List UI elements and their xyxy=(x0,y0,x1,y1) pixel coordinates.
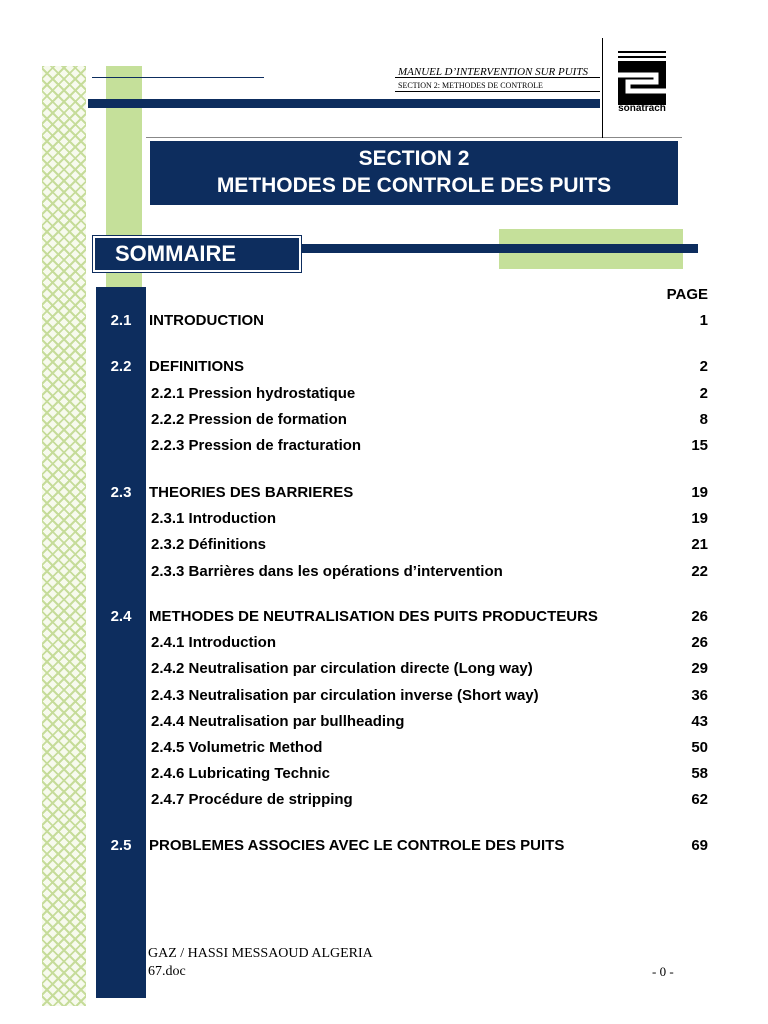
sommaire-heading: SOMMAIRE xyxy=(93,236,301,272)
toc-entry-label: DEFINITIONS xyxy=(149,358,245,375)
toc-entry-page: 1 xyxy=(699,312,708,329)
sommaire-navy-bar xyxy=(301,244,698,253)
page-column-header: PAGE xyxy=(666,286,708,303)
footer-location: GAZ / HASSI MESSAOUD ALGERIA xyxy=(148,946,373,961)
toc-entry xyxy=(0,791,768,813)
toc-entry-page: 19 xyxy=(691,484,708,501)
toc-entry-label: 2.3.3 Barrières dans les opérations d’intervention xyxy=(151,563,503,580)
toc-entry-label: 2.3.2 Définitions xyxy=(151,536,267,553)
section-title-box xyxy=(150,141,678,205)
toc-entry-label: 2.2.2 Pression de formation xyxy=(151,411,347,428)
toc-entry-page: 22 xyxy=(691,563,708,580)
toc-entry-number: 2.4 xyxy=(110,608,132,625)
toc-entry xyxy=(0,385,768,407)
section-title-line1: SECTION 2 xyxy=(358,147,470,170)
toc-entry xyxy=(0,687,768,709)
toc-entry-label: 2.4.4 Neutralisation par bullheading xyxy=(151,713,405,730)
header-rule-bottom xyxy=(395,91,600,92)
toc-entry-label: 2.3.1 Introduction xyxy=(151,510,277,527)
toc-entry-label: THEORIES DES BARRIERES xyxy=(149,484,354,501)
toc-entry xyxy=(0,536,768,558)
toc-entry-page: 19 xyxy=(691,510,708,527)
toc-entry-page: 26 xyxy=(691,634,708,651)
toc-entry-label: 2.4.3 Neutralisation par circulation inverse (Short way) xyxy=(151,687,539,704)
toc-entry-page: 62 xyxy=(691,791,708,808)
toc-entry-page: 15 xyxy=(691,437,708,454)
toc-entry-label: 2.2.3 Pression de fracturation xyxy=(151,437,362,454)
header-rule-left xyxy=(92,77,264,78)
toc-entry-number: 2.1 xyxy=(110,312,132,329)
logo-text: sonatrach xyxy=(618,103,666,114)
toc-entry xyxy=(0,739,768,761)
manual-title: MANUEL D’INTERVENTION SUR PUITS xyxy=(398,66,588,78)
toc-entry-label: 2.4.5 Volumetric Method xyxy=(151,739,323,756)
toc-entry-page: 36 xyxy=(691,687,708,704)
toc-entry xyxy=(0,437,768,459)
toc-entry xyxy=(0,411,768,433)
toc-entry-page: 29 xyxy=(691,660,708,677)
toc-entry xyxy=(0,358,768,380)
toc-entry-page: 69 xyxy=(691,837,708,854)
toc-entry-label: 2.4.7 Procédure de stripping xyxy=(151,791,353,808)
toc-entry-number: 2.5 xyxy=(110,837,132,854)
toc-entry-label: 2.4.6 Lubricating Technic xyxy=(151,765,330,782)
toc-entry xyxy=(0,713,768,735)
toc-entry xyxy=(0,484,768,506)
toc-entry-label: 2.2.1 Pression hydrostatique xyxy=(151,385,356,402)
toc-entry-page: 21 xyxy=(691,536,708,553)
toc-entry-label: PROBLEMES ASSOCIES AVEC LE CONTROLE DES PUITS xyxy=(149,837,565,854)
toc-entry xyxy=(0,660,768,682)
toc-entry xyxy=(0,634,768,656)
toc-entry-page: 26 xyxy=(691,608,708,625)
toc-entry-number: 2.3 xyxy=(110,484,132,501)
section-title-line2: METHODES DE CONTROLE DES PUITS xyxy=(216,174,612,197)
toc-entry-label: INTRODUCTION xyxy=(149,312,264,329)
toc-entry-page: 43 xyxy=(691,713,708,730)
toc-entry-page: 50 xyxy=(691,739,708,756)
toc-entry-number: 2.2 xyxy=(110,358,132,375)
toc-entry xyxy=(0,765,768,787)
toc-entry-page: 8 xyxy=(699,411,708,428)
toc-entry-label: 2.4.1 Introduction xyxy=(151,634,277,651)
section-reference: SECTION 2: METHODES DE CONTROLE xyxy=(398,81,543,90)
toc-entry xyxy=(0,510,768,532)
footer-filename: 67.doc xyxy=(148,964,186,979)
toc-entry xyxy=(0,563,768,585)
logo-divider xyxy=(602,38,603,138)
toc-entry-page: 2 xyxy=(699,385,708,402)
footer-page-number: - 0 - xyxy=(652,964,674,979)
toc-entry xyxy=(0,608,768,630)
header-navy-bar xyxy=(88,99,600,108)
toc-entry xyxy=(0,312,768,334)
toc-entry-label: METHODES DE NEUTRALISATION DES PUITS PRODUCTEURS xyxy=(149,608,598,625)
toc-entry-label: 2.4.2 Neutralisation par circulation directe (Long way) xyxy=(151,660,533,677)
toc-entry-page: 58 xyxy=(691,765,708,782)
toc-entry-page: 2 xyxy=(699,358,708,375)
toc-entry xyxy=(0,837,768,859)
